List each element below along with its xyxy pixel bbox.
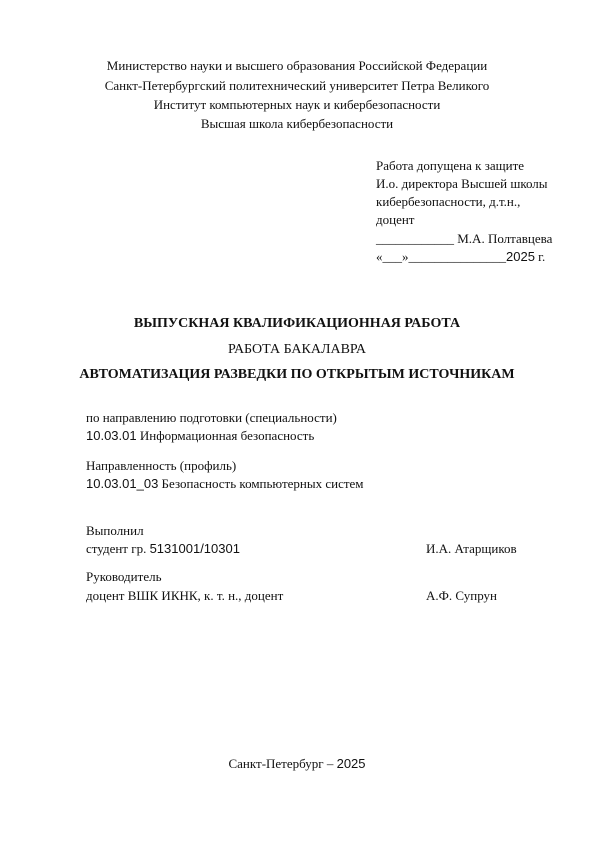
footer-city: Санкт-Петербург – bbox=[228, 756, 337, 771]
author-group-line bbox=[86, 540, 240, 557]
supervisor-name: А.Ф. Супрун bbox=[426, 588, 497, 603]
profile-code: 10.03.01_03 bbox=[86, 476, 159, 491]
signature-blank: ____________ bbox=[376, 231, 454, 246]
date-year: 2025 bbox=[506, 249, 535, 264]
approval-line-1: Работа допущена к защите bbox=[376, 158, 525, 173]
director-name: М.А. Полтавцева bbox=[457, 231, 553, 246]
profile-label: Направленность (профиль) bbox=[86, 458, 237, 473]
direction-value bbox=[86, 427, 314, 444]
supervisor-position: доцент ВШК ИКНК, к. т. н., доцент bbox=[86, 588, 284, 603]
date-suffix: г. bbox=[534, 249, 546, 264]
school-line: Высшая школа кибербезопасности bbox=[200, 116, 394, 131]
author-name: И.А. Атарщиков bbox=[426, 541, 517, 556]
university-line: Санкт-Петербургский политехнический университет Петра Великого bbox=[104, 78, 490, 93]
approval-date-line bbox=[376, 248, 545, 265]
director-signature-line bbox=[376, 230, 552, 247]
institute-line: Институт компьютерных наук и кибербезопасности bbox=[153, 97, 441, 112]
approval-line-2: И.о. директора Высшей школы bbox=[376, 176, 548, 191]
author-group-prefix: студент гр. bbox=[86, 541, 150, 556]
ministry-line: Министерство науки и высшего образования Российской Федерации bbox=[106, 58, 488, 73]
document-title: ВЫПУСКНАЯ КВАЛИФИКАЦИОННАЯ РАБОТА bbox=[133, 316, 461, 331]
profile-value bbox=[86, 475, 364, 492]
date-open: «___» bbox=[376, 249, 409, 264]
work-topic: АВТОМАТИЗАЦИЯ РАЗВЕДКИ ПО ОТКРЫТЫМ ИСТОЧНИКАМ bbox=[79, 367, 515, 382]
approval-line-4: доцент bbox=[376, 212, 415, 227]
author-label: Выполнил bbox=[86, 523, 144, 538]
author-group: 5131001/10301 bbox=[149, 541, 240, 556]
supervisor-label: Руководитель bbox=[86, 569, 162, 584]
work-type: РАБОТА БАКАЛАВРА bbox=[227, 342, 367, 357]
footer-city-year bbox=[0, 755, 594, 772]
direction-code: 10.03.01 bbox=[86, 428, 137, 443]
date-blank: _______________ bbox=[408, 249, 506, 264]
footer-year: 2025 bbox=[336, 756, 366, 771]
approval-line-3: кибербезопасности, д.т.н., bbox=[376, 194, 521, 209]
direction-label: по направлению подготовки (специальности) bbox=[86, 410, 337, 425]
profile-name: Безопасность компьютерных систем bbox=[158, 476, 364, 491]
direction-name: Информационная безопасность bbox=[136, 428, 315, 443]
